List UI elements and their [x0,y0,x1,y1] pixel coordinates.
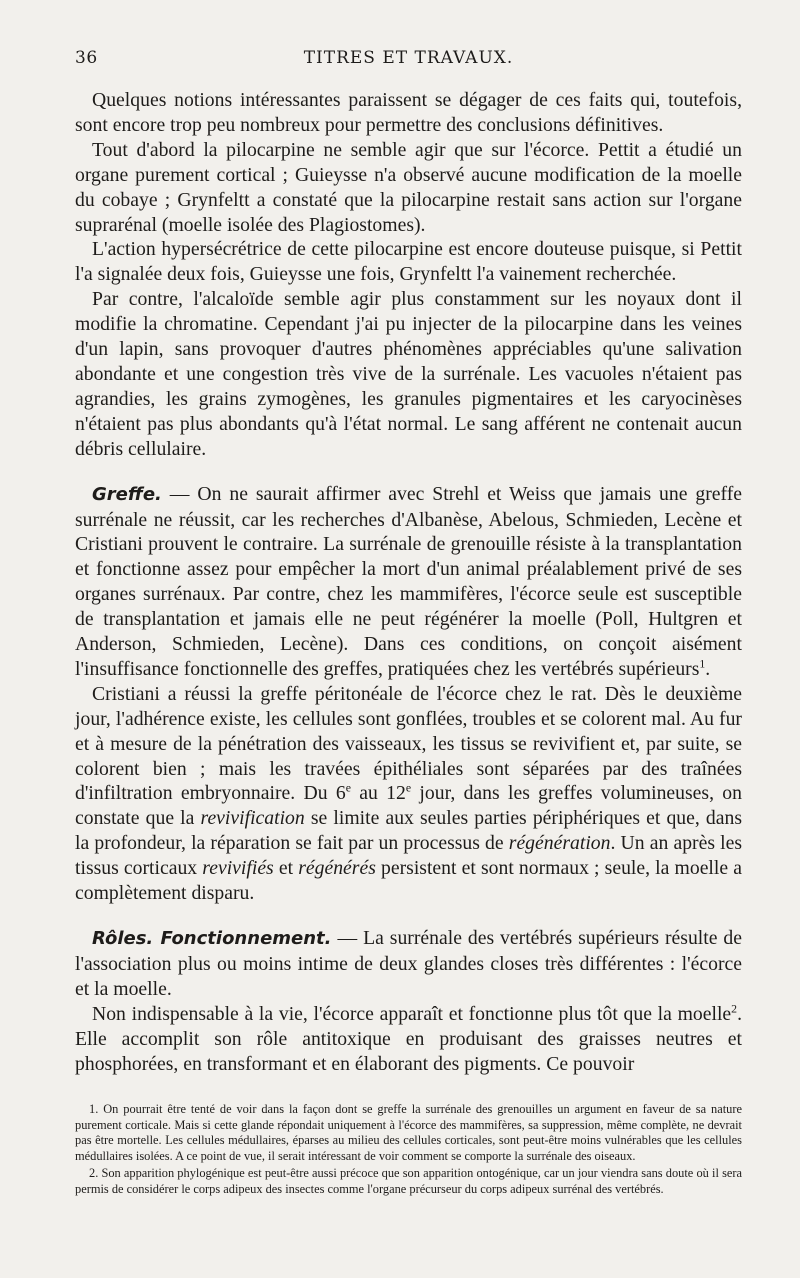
page-number: 36 [75,48,98,68]
paragraph-text: La surrénale des vertébrés supérieurs résulte de l'association plus ou moins intime de deux glandes closes très différentes : l'écorce et la moelle. [75,927,742,1000]
footnote-text: Son apparition phylogénique est peut-être aussi précoce que son apparition ontogénique, car un jour viendra sans doute où il sera permis de considérer le corps adipeux des insectes comme l'organe précurseur du corps adipeux surrénal des vertébrés. [75,1166,743,1196]
paragraph: Quelques notions intéressantes paraissent se dégager de ces faits qui, toutefois, sont encore trop peu nombreux pour permettre des conclusions définitives. [75,89,742,136]
body-text [75,88,742,1076]
footnote [75,1102,742,1164]
paragraph: L'action hypersécrétrice de cette pilocarpine est encore douteuse puisque, si Pettit l'a signalée deux fois, Guieysse une fois, Grynfeltt l'a vainement recherchée. [75,238,742,286]
paragraph-non-indispensable: Non indispensable à la vie, l'écorce apparaît et fonctionne plus tôt que la moelle$^2$. Elle accomplit son rôle antitoxique en produisant des graisses neutres et phosphorées, en transformant et en élaborant des pigments. Ce pouvoir [75,1001,742,1075]
paragraph-roles: Rôles. Fonctionnement. — La surrénale des vertébrés supérieurs résulte de l'association plus ou moins intime de deux glandes closes très différentes : l'écorce et la moelle. [75,927,742,1000]
paragraph-cristiani: Cristiani a réussi la greffe péritonéale de l'écorce chez le rat. Dès le deuxième jour, l'adhérence existe, les cellules sont gonflées, troubles et se colorent mal. Au fur et à mesure de la pénétration des vaisseaux, les tissus se revivifient et, par suite, se colorent bien ; mais les travées épithéliales sont séparées par des traînées d'infiltration embryonnaire. Du 6e au 12e jour, dans les greffes volumineuses, on constate que la revivification se limite aux seules parties périphériques et que, dans la profondeur, la réparation se fait par un processus de régénération. Un an après les tissus corticaux revivifiés et régénérés persistent et sont normaux ; seule, la moelle a complètement disparu. [75,682,743,905]
section-title-roles: Rôles. Fonctionnement. [92,928,332,949]
footnote-number: 1. [89,1102,104,1116]
italic-term: régénération [508,832,611,855]
footnote-ref: 1 [699,656,706,671]
italic-term: revivifiés [202,857,274,880]
running-title: TITRES ET TRAVAUX. [303,48,514,68]
footnote [75,1166,742,1197]
section-title-greffe: Greffe. [92,483,162,505]
italic-term: revivification [200,807,305,830]
paragraph-greffe: Greffe. — On ne saurait affirmer avec Strehl et Weiss que jamais une greffe surrénale ne réussit, car les recherches d'Albanèse, Abelous, Schmieden, Lecène et Cristiani prouvent le contraire. La surrénale de grenouille résiste à la transplantation et fonctionne assez pour empêcher la mort d'un animal préalablement privé de ses organes surrénaux. Par contre, chez les mammifères, l'écorce seule est susceptible de transplantation et jamais elle ne peut régénérer la moelle (Poll, Hultgren et Anderson, Schmieden, Lecène). Dans ces conditions, on conçoit aisément l'insuffisance fonctionnelle des greffes, pratiquées chez les vertébrés supérieurs$^1$. [75,482,742,680]
footnote-text: On pourrait être tenté de voir dans la façon dont se greffe la surrénale des grenouilles un argument en faveur de sa nature purement corticale. Mais si cette glande répondait uniquement à l'écorce des mammifères, sa suppression, même complète, ne devrait pas être mortelle. Les cellules médullaires, éparses au milieu des cellules corticales, sont peut-être moins vulnérables que les cellules médullaires isolées. A ce point de vue, il serait intéressant de voir comment se comporte la surrénale des oiseaux. [75,1102,742,1163]
footnote-ref: 2 [731,1001,738,1016]
paragraph: Par contre, l'alcaloïde semble agir plus constamment sur les noyaux dont il modifie la chromatine. Cependant j'ai pu injecter de la pilocarpine dans les veines d'un lapin, sans provoquer d'autres phénomènes appréciables qu'une salivation abondante et une congestion très vive de la surrénale. Les vacuoles n'étaient pas agrandies, les grains zymogènes, les granules pigmentaires et les caryocinèses n'étaient pas plus abondants qu'à l'état normal. Le sang afférent ne contenait aucun débris cellulaire. [75,288,742,460]
paragraph-text: On ne saurait affirmer avec Strehl et Weiss que jamais une greffe surrénale ne réussit, car les recherches d'Albanèse, Abelous, Schmieden, Lecène et Cristiani prouvent le contraire. La surrénale de grenouille résiste à la transplantation et fonctionne assez pour empêcher la mort d'un animal préalablement privé de ses organes surrénaux. Par contre, chez les mammifères, l'écorce seule est susceptible de transplantation et jamais elle ne peut régénérer la moelle (Poll, Hultgren et Anderson, Schmieden, Lecène). Dans ces conditions, on conçoit aisément l'insuffisance fonctionnelle des greffes, pratiquées chez les vertébrés supérieurs [75,482,742,680]
footnote-number: 2. [89,1166,102,1181]
footnotes [75,1102,742,1198]
italic-term: régénérés [298,857,376,880]
page-header [75,48,742,78]
paragraph: Tout d'abord la pilocarpine ne semble agir que sur l'écorce. Pettit a étudié un organe purement cortical ; Guieysse n'a observé aucune modification de la moelle du cobaye ; Grynfeltt a constaté que la pilocarpine restait sans action sur l'organe suprarénal (moelle isolée des Plagiostomes). [75,138,742,236]
